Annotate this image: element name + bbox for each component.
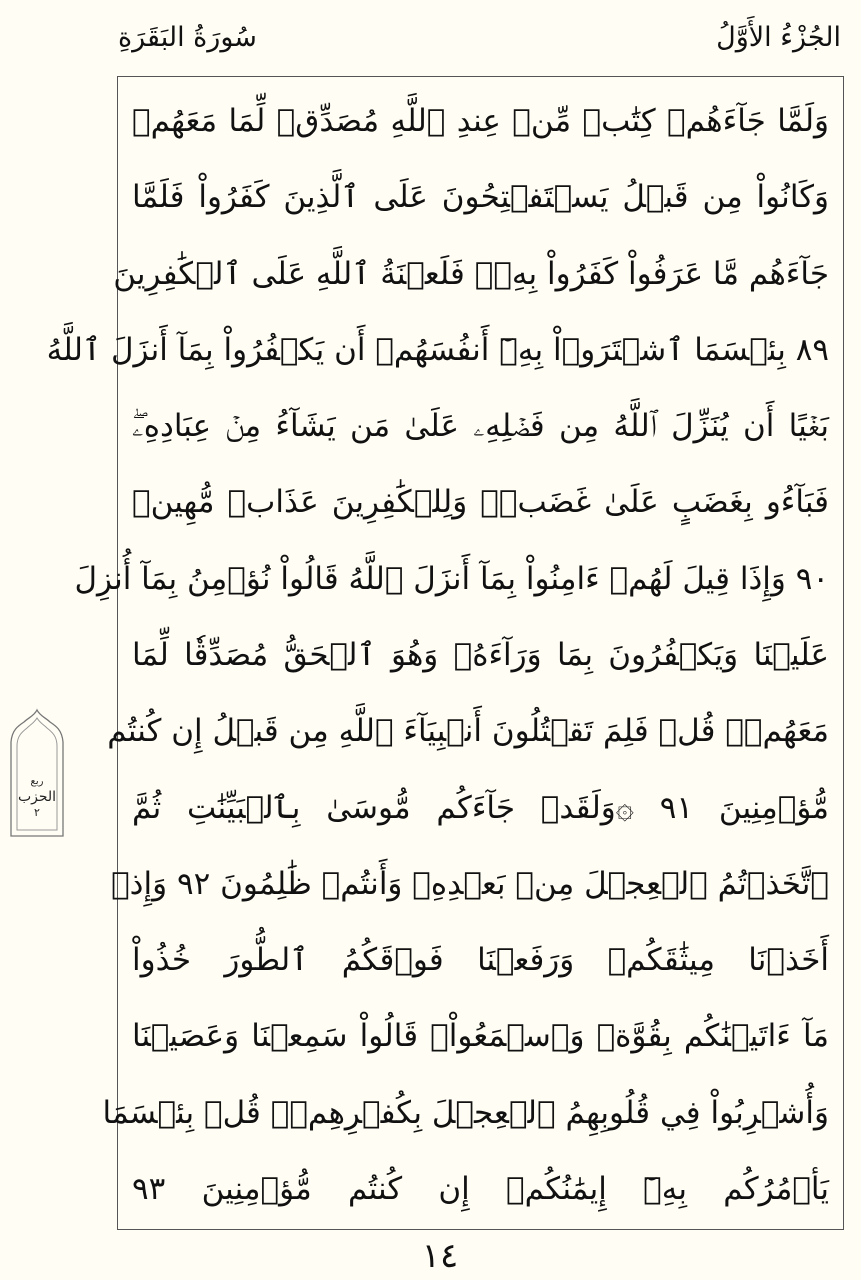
verse-line: ٨٩ بِئۡسَمَا ٱشۡتَرَوۡاْ بِهِۦٓ أَنفُسَهُمۡ أَن يَكۡفُرُواْ بِمَآ أَنزَلَ ٱللَّهُ — [46, 331, 829, 368]
verse-line: فَبَآءُو بِغَضَبٍ عَلَىٰ غَضَبٖۚ وَلِلۡكَٰفِرِينَ عَذَابٞ مُّهِينٞ — [132, 484, 829, 521]
hizb-quarter-marker — [8, 708, 66, 840]
verse-line: وَكَانُواْ مِن قَبۡلُ يَسۡتَفۡتِحُونَ عَلَى ٱلَّذِينَ كَفَرُواْ فَلَمَّا — [132, 179, 829, 216]
page-number: ١٤ — [421, 1236, 459, 1276]
verse-line: مَآ ءَاتَيۡنَٰكُم بِقُوَّةٖ وَٱسۡمَعُواْۖ قَالُواْ سَمِعۡنَا وَعَصَيۡنَا — [132, 1018, 829, 1055]
juz-name: الجُزْءُ الأَوَّلُ — [716, 22, 841, 53]
verse-line: ٩٠ وَإِذَا قِيلَ لَهُمۡ ءَامِنُواْ بِمَآ أَنزَلَ ٱللَّهُ قَالُواْ نُؤۡمِنُ بِمَآ أُنزِلَ — [74, 560, 829, 597]
verse-line: يَأۡمُرُكُم بِهِۦٓ إِيمَٰنُكُمۡ إِن كُنتُم مُّؤۡمِنِينَ ٩٣ — [132, 1170, 829, 1207]
verse-line: ٱتَّخَذۡتُمُ ٱلۡعِجۡلَ مِنۢ بَعۡدِهِۦ وَأَنتُمۡ ظَٰلِمُونَ ٩٢ وَإِذۡ — [111, 865, 829, 902]
page-frame — [46, 76, 844, 1230]
verse-line: عَلَيۡنَا وَيَكۡفُرُونَ بِمَا وَرَآءَهُۥ وَهُوَ ٱلۡحَقُّ مُصَدِّقٗا لِّمَا — [132, 636, 829, 673]
verse-line: أَخَذۡنَا مِيثَٰقَكُمۡ وَرَفَعۡنَا فَوۡقَكُمُ ٱلطُّورَ خُذُواْ — [132, 942, 829, 979]
mihrab-ornament-icon — [8, 708, 66, 840]
hizb-label-quarter: ربع — [30, 776, 44, 787]
verse-line: وَأُشۡرِبُواْ فِي قُلُوبِهِمُ ٱلۡعِجۡلَ بِكُفۡرِهِمۡۚ قُلۡ بِئۡسَمَا — [102, 1094, 829, 1131]
surah-name: سُورَةُ البَقَرَةِ — [118, 22, 257, 53]
verse-line: مُّؤۡمِنِينَ ٩١ ۞وَلَقَدۡ جَآءَكُم مُّوسَىٰ بِٱلۡبَيِّنَٰتِ ثُمَّ — [132, 789, 829, 826]
verse-line: بَغۡيًا أَن يُنَزِّلَ ٱللَّهُ مِن فَضۡلِهِۦ عَلَىٰ مَن يَشَآءُ مِنۡ عِبَادِهِۦۖ — [132, 408, 829, 445]
hizb-label-hizb: الحزب — [17, 789, 57, 805]
verse-lines — [46, 93, 835, 1217]
verse-line: جَآءَهُم مَّا عَرَفُواْ كَفَرُواْ بِهِۦۚ فَلَعۡنَةُ ٱللَّهِ عَلَى ٱلۡكَٰفِرِينَ — [113, 255, 829, 292]
hizb-label-number: ٢ — [34, 806, 40, 819]
verse-line: وَلَمَّا جَآءَهُمۡ كِتَٰبٞ مِّنۡ عِندِ ٱللَّهِ مُصَدِّقٞ لِّمَا مَعَهُمۡ — [132, 103, 829, 139]
verse-line: مَعَهُمۡۗ قُلۡ فَلِمَ تَقۡتُلُونَ أَنۢبِيَآءَ ٱللَّهِ مِن قَبۡلُ إِن كُنتُم — [107, 713, 829, 750]
